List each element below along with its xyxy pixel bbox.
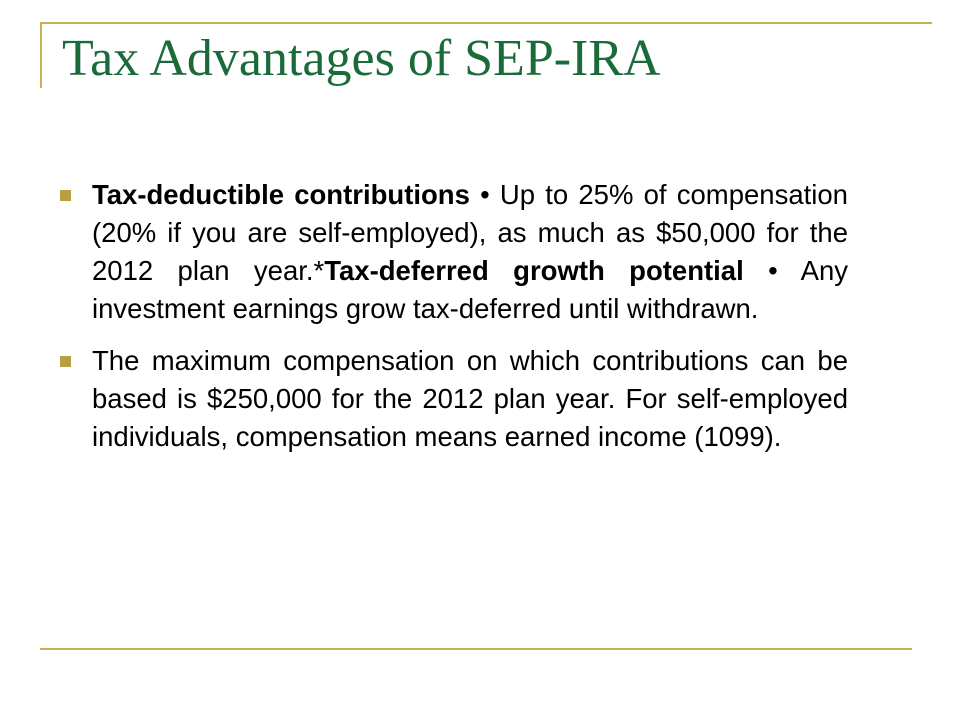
left-rule-line: [40, 22, 42, 88]
slide-title: Tax Advantages of SEP-IRA: [62, 30, 661, 87]
bullet-heading-tax-deductible: Tax-deductible contributions: [92, 179, 470, 210]
square-bullet-icon: [60, 190, 71, 201]
bullet-text-contribution-limit: • Up to 25% of compensation (20% if you are self-employed), as much as $50,000 for the 2012 plan year.*: [92, 179, 848, 286]
square-bullet-icon: [60, 356, 71, 367]
bullet-text-max-compensation: The maximum compensation on which contributions can be based is $250,000 for the 2012 plan year. For self-employed individuals, compensation means earned income (1099).: [92, 345, 848, 452]
bullet-heading-tax-deferred: Tax-deferred growth potential: [324, 255, 744, 286]
bullet-item-max-compensation: [58, 342, 848, 456]
bullet-text-investment-earnings: • Any investment earnings grow tax-deferred until withdrawn.: [92, 255, 848, 324]
bullet-list: [58, 176, 848, 470]
bottom-rule-line: [40, 648, 912, 650]
bullet-item-contributions: [58, 176, 848, 328]
top-rule-line: [40, 22, 932, 24]
